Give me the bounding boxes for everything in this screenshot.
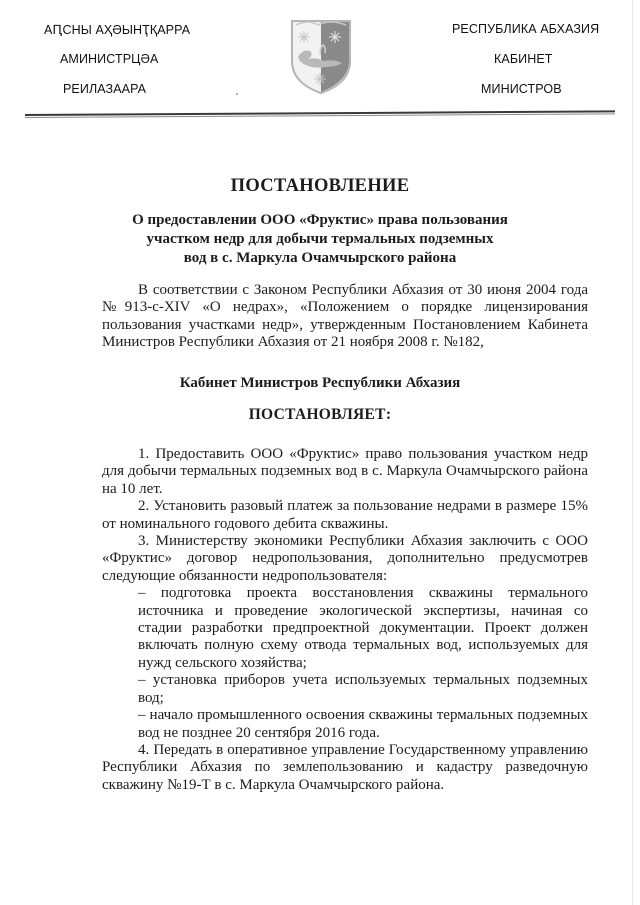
decree-item-4: 4. Передать в оперативное управление Государственному управлению Республики Абхазия по землепользованию и кадастру разведочную скважину №19-Т в с. Маркула Очамчырского района.: [102, 741, 588, 793]
header-russian-line-1: РЕСПУБЛИКА АБХАЗИЯ: [452, 22, 600, 36]
decree-item-1: 1. Предоставить ООО «Фруктис» право пользования участком недр для добычи термальных подземных вод в с. Маркула Очамчырского района на 10 лет.: [102, 446, 588, 497]
obligation-item-2: – установка приборов учета используемых термальных подземных вод;: [138, 672, 588, 706]
decree-item-3: 3. Министерству экономики Республики Абхазия заключить с ООО «Фруктис» договор недропользования, дополнительно предусмотрев следующие обязанности недропользователя:: [102, 533, 588, 584]
subject-line-3: вод в с. Маркула Очамчырского района: [183, 250, 457, 266]
issuing-authority: Кабинет Министров Республики Абхазия: [179, 375, 461, 391]
subject-line-1: О предоставлении ООО «Фруктис» права пользования: [132, 212, 508, 228]
header-russian-line-2: КАБИНЕТ: [494, 52, 553, 66]
decree-heading: ПОСТАНОВЛЯЕТ:: [248, 406, 392, 423]
decree-item-2: 2. Установить разовый платеж за пользование недрами в размере 15% от номинального годового дебита скважины.: [102, 498, 588, 532]
preamble-text: В соответствии с Законом Республики Абхазия от 30 июня 2004 года №913-с-XIV «О недрах», «Положением о порядке лицензирования пользования участками недр», утвержденным Постановлением Кабинета Министров Республики Абхазия от 21 ноября 2008 г. №182,: [102, 282, 588, 351]
header-abkhaz-line-2: АМИНИСТРЦӘА: [60, 52, 159, 66]
decree-items: [102, 446, 588, 794]
document-title: ПОСТАНОВЛЕНИЕ: [230, 176, 410, 196]
header-russian-line-3: МИНИСТРОВ: [481, 82, 562, 96]
obligation-item-3: – начало промышленного освоения скважины термальных подземных вод не позднее 20 сентября 2016 года.: [138, 707, 588, 741]
scan-speck: [236, 93, 238, 95]
coat-of-arms-icon: [290, 17, 352, 95]
obligation-item-1: – подготовка проекта восстановления скважины термального источника и проведение экологической экспертизы, начиная со стадии разработки предпроектной документации. Проект должен включать полную схему отвода термальных вод, используемых для нужд сельского хозяйства;: [138, 585, 588, 671]
scan-edge-line: [632, 0, 633, 905]
subject-line-2: участком недр для добычи термальных подземных: [146, 231, 494, 247]
preamble: [102, 282, 588, 352]
document-subject: [0, 211, 640, 268]
header-abkhaz-line-1: АԤСНЫ АҲӘЫНҬҚАРРА: [44, 23, 191, 37]
header-abkhaz-line-3: РЕИЛАЗААРА: [63, 82, 147, 96]
